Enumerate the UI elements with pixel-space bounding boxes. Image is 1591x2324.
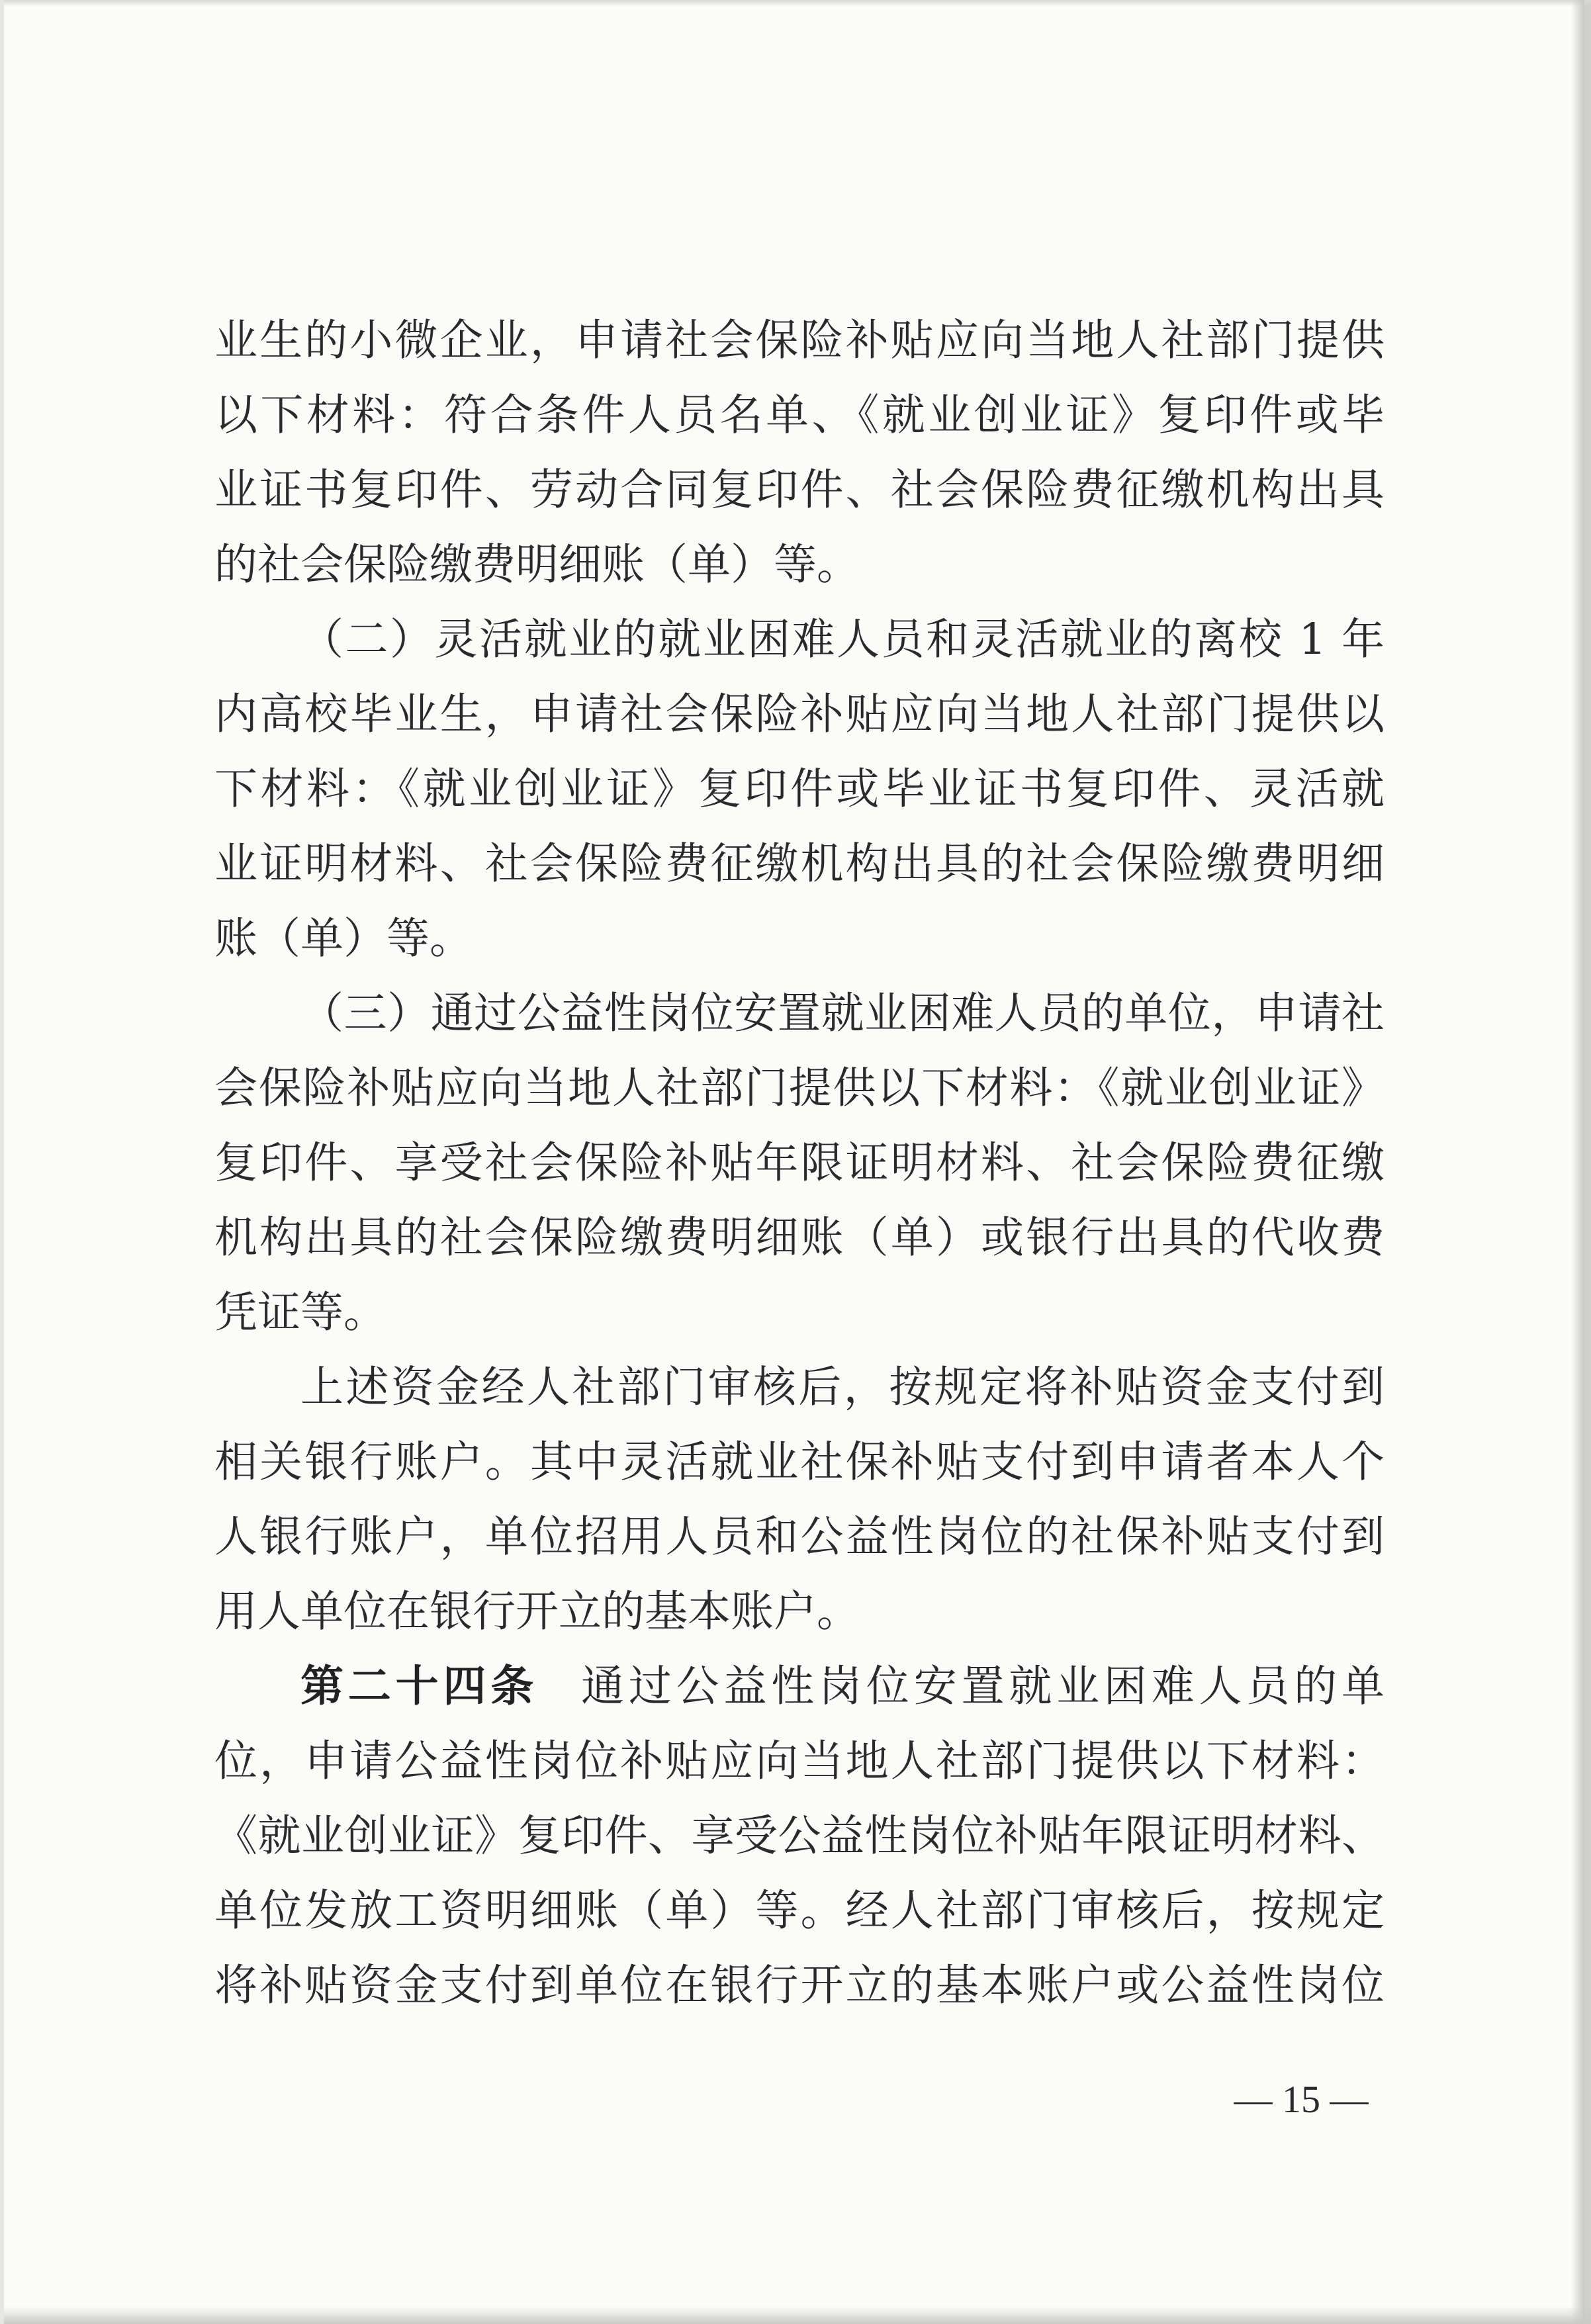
article-24-text: 通过公益性岗位安置就业困难人员的单 <box>581 1662 1385 1711</box>
text-line: 复印件、享受社会保险补贴年限证明材料、社会保险费征缴 <box>214 1138 1385 1188</box>
text-line: 《就业创业证》复印件、享受公益性岗位补贴年限证明材料、 <box>214 1811 1385 1861</box>
paragraph-2-first-line: （二）灵活就业的就业困难人员和灵活就业的离校 1 年 <box>300 615 1385 664</box>
text-line: 单位发放工资明细账（单）等。经人社部门审核后，按规定 <box>214 1886 1385 1936</box>
article-24-first-line <box>214 1649 1385 1724</box>
text-line: 下材料：《就业创业证》复印件或毕业证书复印件、灵活就 <box>214 764 1385 814</box>
text-line: 内高校毕业生，申请社会保险补贴应向当地人社部门提供以 <box>214 690 1385 739</box>
text-line: 人银行账户，单位招用人员和公益性岗位的社保补贴支付到 <box>214 1512 1385 1562</box>
text-line: 业生的小微企业，申请社会保险补贴应向当地人社部门提供 <box>214 316 1385 365</box>
text-line: 将补贴资金支付到单位在银行开立的基本账户或公益性岗位 <box>214 1961 1385 2010</box>
text-line: 位，申请公益性岗位补贴应向当地人社部门提供以下材料： <box>214 1736 1385 1786</box>
text-line: 机构出具的社会保险缴费明细账（单）或银行出具的代收费 <box>214 1213 1385 1263</box>
body-text <box>214 303 1385 2023</box>
text-line: 账（单）等。 <box>214 914 473 963</box>
paragraph-4-first-line: 上述资金经人社部门审核后，按规定将补贴资金支付到 <box>300 1363 1385 1412</box>
scan-edge-bottom <box>4 2307 1591 2324</box>
text-line: 用人单位在银行开立的基本账户。 <box>214 1587 860 1636</box>
scan-edge-top <box>4 0 1591 7</box>
text-line: 业证书复印件、劳动合同复印件、社会保险费征缴机构出具 <box>214 465 1385 515</box>
article-heading: 第二十四条 <box>300 1662 539 1711</box>
text-line: 凭证等。 <box>214 1288 387 1337</box>
text-line: 业证明材料、社会保险费征缴机构出具的社会保险缴费明细 <box>214 839 1385 889</box>
text-line: 以下材料：符合条件人员名单、《就业创业证》复印件或毕 <box>214 390 1385 440</box>
paragraph-3-first-line: （三）通过公益性岗位安置就业困难人员的单位，申请社 <box>300 989 1385 1038</box>
page-number: — 15 — <box>1234 2078 1369 2121</box>
scan-edge-right <box>1571 0 1584 2324</box>
text-line: 的社会保险缴费明细账（单）等。 <box>214 540 860 590</box>
text-line: 会保险补贴应向当地人社部门提供以下材料：《就业创业证》 <box>214 1063 1385 1113</box>
text-line: 相关银行账户。其中灵活就业社保补贴支付到申请者本人个 <box>214 1437 1385 1487</box>
